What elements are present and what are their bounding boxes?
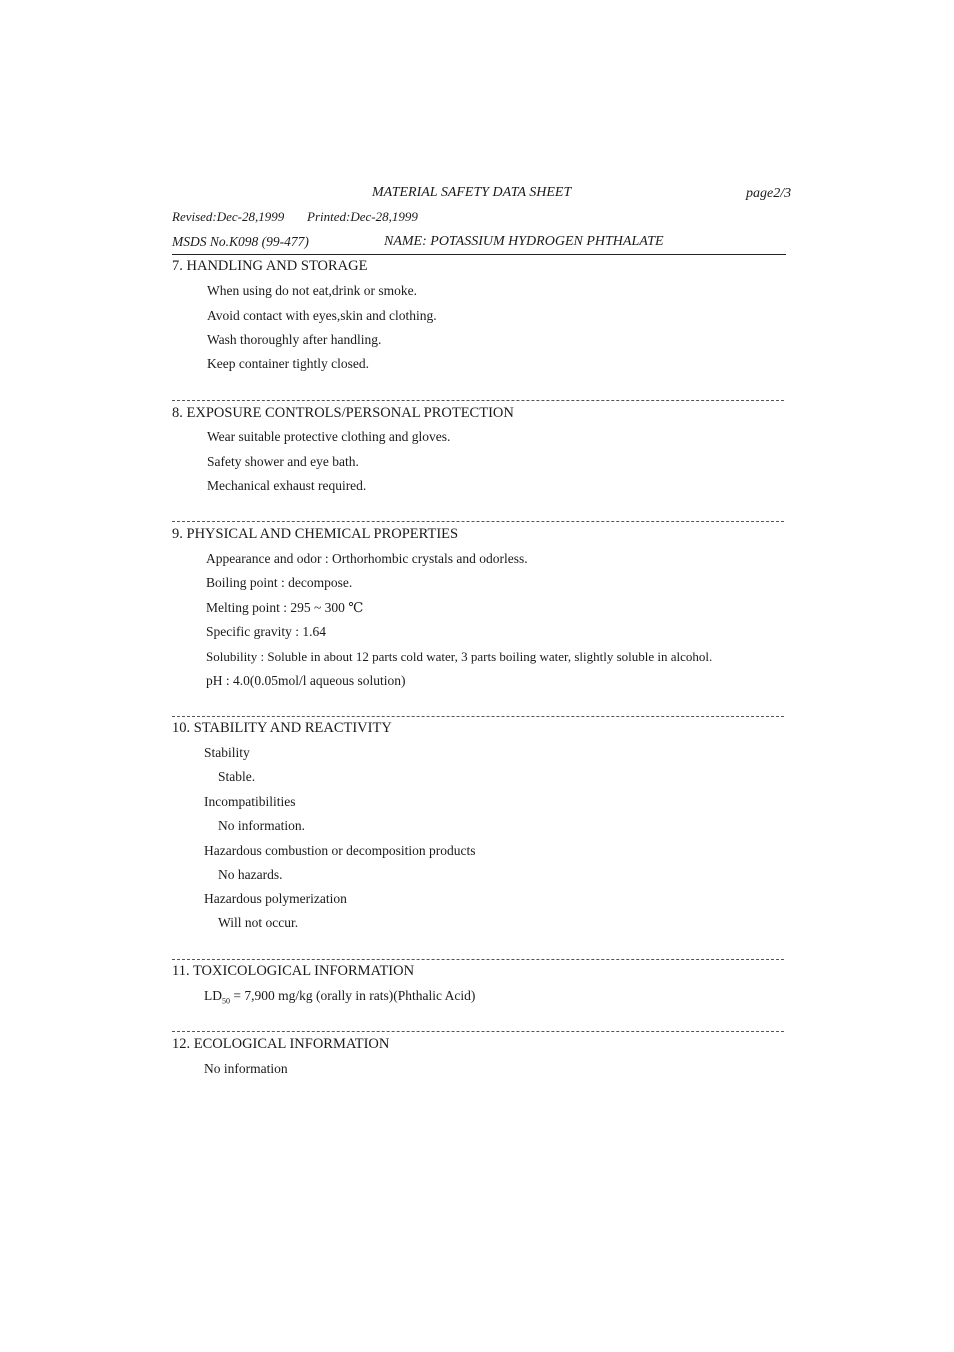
list-item: Keep container tightly closed.: [207, 356, 369, 371]
section-11-heading: 11. TOXICOLOGICAL INFORMATION: [172, 963, 415, 979]
subheading-incompatibilities: Incompatibilities: [204, 794, 296, 809]
section-divider: [172, 521, 784, 522]
section-7-heading: 7. HANDLING AND STORAGE: [172, 258, 368, 274]
list-item: pH : 4.0(0.05mol/l aqueous solution): [206, 673, 406, 688]
list-item: Mechanical exhaust required.: [207, 478, 367, 493]
list-item: Boiling point : decompose.: [206, 575, 353, 590]
product-name: NAME: POTASSIUM HYDROGEN PHTHALATE: [384, 234, 664, 249]
ld-subscript: 50: [222, 996, 230, 1006]
ld50-value: [204, 988, 475, 1006]
section-divider: [172, 959, 784, 960]
section-divider: [172, 400, 784, 401]
subheading-hazardous-polymerization: Hazardous polymerization: [204, 891, 347, 906]
printed-date: Printed:Dec-28,1999: [307, 209, 418, 224]
msds-number: MSDS No.K098 (99-477): [172, 234, 309, 249]
section-divider: [172, 1031, 784, 1032]
list-item: Appearance and odor : Orthorhombic crystals and odorless.: [206, 551, 528, 566]
list-item: No information.: [218, 818, 305, 833]
header-rule: [172, 254, 786, 255]
section-12-heading: 12. ECOLOGICAL INFORMATION: [172, 1036, 390, 1052]
section-divider: [172, 716, 784, 717]
list-item: Wash thoroughly after handling.: [207, 332, 382, 347]
list-item: Wear suitable protective clothing and gloves.: [207, 429, 451, 444]
subheading-hazardous-combustion: Hazardous combustion or decomposition products: [204, 843, 476, 858]
list-item: Specific gravity : 1.64: [206, 624, 326, 639]
list-item: No hazards.: [218, 867, 283, 882]
ld-label: LD: [204, 988, 222, 1003]
list-item: Safety shower and eye bath.: [207, 454, 359, 469]
document-title: MATERIAL SAFETY DATA SHEET: [372, 185, 572, 200]
list-item: Avoid contact with eyes,skin and clothing.: [207, 308, 437, 323]
section-10-heading: 10. STABILITY AND REACTIVITY: [172, 720, 392, 736]
subheading-stability: Stability: [204, 745, 250, 760]
section-9-heading: 9. PHYSICAL AND CHEMICAL PROPERTIES: [172, 526, 459, 542]
list-item: Melting point : 295 ~ 300 ℃: [206, 600, 364, 615]
list-item: Solubility : Soluble in about 12 parts cold water, 3 parts boiling water, slightly soluble in alcohol.: [206, 649, 713, 664]
list-item: Stable.: [218, 769, 256, 784]
list-item: When using do not eat,drink or smoke.: [207, 283, 417, 298]
section-8-heading: 8. EXPOSURE CONTROLS/PERSONAL PROTECTION: [172, 405, 514, 421]
ld-text: = 7,900 mg/kg (orally in rats)(Phthalic Acid): [230, 988, 476, 1003]
page-number: page2/3: [746, 186, 792, 201]
list-item: No information: [204, 1061, 288, 1076]
list-item: Will not occur.: [218, 915, 299, 930]
revised-date: Revised:Dec-28,1999: [172, 209, 285, 224]
